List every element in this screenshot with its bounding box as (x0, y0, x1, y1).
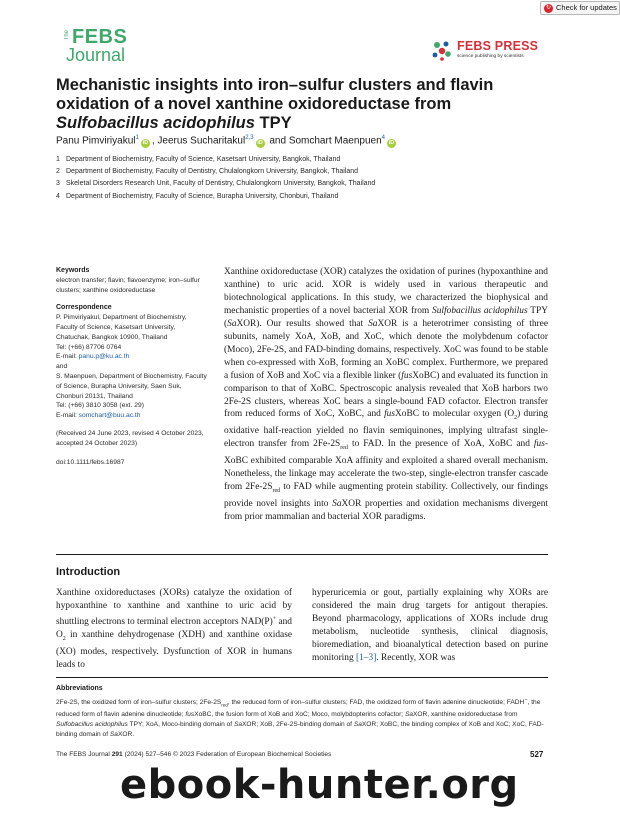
doi[interactable]: doi:10.1111/febs.16987 (56, 458, 125, 466)
author-affil-sup: 2,3 (245, 135, 254, 141)
febs-press-logo (430, 36, 542, 64)
introduction-column-1: Xanthine oxidoreductases (XORs) catalyze the oxidation of hypoxanthine to xanthine and xanthine to uric acid by shuttling electrons to terminal electron acceptors NAD(P)+ and $O_2$ in xanthine dehydrogenase (XDH) and xanthine oxidase (XO) modes, respectively. Dysfunction of XOR in humans leads to (56, 588, 292, 670)
email-link[interactable]: somchart@buu.ac.th (78, 412, 141, 420)
abbreviations-divider (56, 677, 548, 678)
affiliation-item: 1 Department of Biochemistry, Faculty of Science, Kasetsart University, Bangkok, Thailand (56, 156, 341, 163)
affiliation-item: 2 Department of Biochemistry, Faculty of Dentistry, Chulalongkorn University, Bangkok, Thailand (56, 168, 359, 176)
check-for-updates-button[interactable] (540, 1, 620, 15)
article-title (56, 76, 556, 133)
page-number: 527 (530, 750, 544, 759)
introduction-heading: Introduction (56, 566, 121, 578)
correspondence-heading: Correspondence (56, 304, 112, 312)
title-strain: TPY (254, 114, 292, 132)
correspondence-author-2: S. Maenpuen, Department of Biochemistry, Faculty of Science, Burapha University, Saen Suk, Chonburi 20131, Thailand (56, 372, 207, 400)
molecule-icon (430, 38, 454, 62)
febs-press-tagline: science publishing by scientists (457, 54, 524, 59)
orcid-icon[interactable]: iD (142, 140, 149, 147)
journal-logo-name: Journal (66, 45, 126, 65)
correspondence-and: and (56, 363, 68, 371)
author-affil-sup: 4 (381, 135, 385, 141)
check-for-updates-label: Check for updates (556, 3, 617, 12)
reference-link[interactable]: [1–3] (356, 652, 377, 663)
febs-press-name: FEBS PRESS (457, 39, 539, 53)
author-list (56, 135, 556, 148)
title-line-1: Mechanistic insights into iron–sulfur clusters and flavin (56, 76, 494, 94)
watermark-text: ebook-hunter.org (120, 762, 519, 808)
title-line-2: oxidation of a novel xanthine oxidoreductase from (56, 95, 452, 113)
keywords-text: electron transfer; flavin; flavoenzyme; iron–sulfur clusters; xanthine oxidoreductase (56, 276, 200, 294)
title-species: Sulfobacillus acidophilus (56, 114, 255, 132)
author-name: Jeerus Sucharitakul (157, 135, 246, 147)
author-separator: , (151, 135, 158, 147)
received-dates: (Received 24 June 2023, revised 4 October 2023, accepted 24 October 2023) (56, 429, 204, 447)
abbreviations-heading: Abbreviations (56, 685, 103, 692)
correspondence-email-1: E-mail: panu.p@ku.ac.th (56, 353, 130, 361)
abstract: Xanthine oxidoreductase (XOR) catalyzes the oxidation of purines (hypoxanthine and xanthine) to uric acid. XOR is widely used in various therapeutic and biotechnological applications. In this study, we characterized the biophysical and mechanistic properties of a novel bacterial XOR from Sulfobacillus acidophilus TPY (SaXOR). Our results showed that SaXOR is a heterotrimer consisting of three subunits, namely XoA, XoB, and XoC, which denote the molybdenum cofactor (Moco), 2Fe-2S, and FAD-binding domains, respectively. XoC was found to be stable when co-expressed with XoB, forming an XoBC complex. Furthermore, we prepared a fusion of XoB and XoC via a flexible linker (fusXoBC) and evaluated its function in comparison to that of XoBC. Spectroscopic analysis revealed that XoB harbors two 2Fe-2S clusters, whereas XoC bears a single-bound FAD cofactor. Electron transfer from reduced forms of XoC, XoBC, and fusXoBC to molecular oxygen $(O_2)$ during oxidative half-reaction yielded no flavin semiquinones, implying ultrafast single-electron transfer from $2Fe-2S_{red}$ to FAD. In the presence of XoA, XoBC and fus-XoBC exhibited comparable XoA affinity and exploited a shared overall mechanism. Nonetheless, the linkage may accelerate the two-step, single-electron transfer cascade from $2Fe-2S_{red}$ to FAD while augmenting protein stability. Collectively, our findings provide novel insights into SaXOR properties and oxidation mechanisms divergent from prior mammalian and bacterial XOR paradigms. (224, 267, 549, 522)
journal-logo-the: The (64, 30, 70, 41)
abbreviations-text: 2Fe-2S, the oxidized form of iron–sulfur clusters; $2Fe-2S_{red}$, the reduced form of iron–sulfur clusters; FAD, the oxidized form of flavin adenine dinucleotide; FADH−, the reduced form of flavin adenine dinucleotide; fusXoBC, the fusion form of XoB and XoC; Moco, molybdopterins cofactor; SaXOR, xanthine oxidoreductase from Sulfobacillus acidophilus TPY; XoA, Moco-binding domain of SaXOR; XoB, 2Fe-2S-binding domain of SaXOR; XoBC, the binding complex of XoB and XoC; XoC, FAD-binding domain of SaXOR. (56, 697, 544, 738)
article-sidebar (56, 266, 208, 467)
introduction-column-2: hyperuricemia or gout, partially explaining why XORs are considered the main drug targets for antigout therapies. Beyond pharmacology, applications of XORs include drug metabolism, nucleotide synthesis, clinical diagnosis, bioremediation, and bioanalytical detection based on purine monitoring [1–3]. Recently, XOR was (312, 588, 548, 663)
correspondence-email-2: E-mail: somchart@buu.ac.th (56, 412, 141, 420)
affiliation-list (56, 154, 576, 203)
page-footer: The FEBS Journal 291 (2024) 527–546 © 2023 Federation of European Biochemical Societies (56, 751, 332, 758)
journal-logo-febs: FEBS (72, 26, 128, 48)
author-affil-sup: 1 (135, 135, 139, 141)
section-divider (56, 554, 548, 555)
correspondence-tel-2: Tel: (+66) 3810 3058 (ext. 29) (56, 402, 144, 410)
author-name: Somchart Maenpuen (288, 135, 382, 147)
orcid-icon[interactable]: iD (257, 140, 263, 147)
orcid-icon[interactable]: iD (388, 140, 395, 147)
correspondence-tel-1: Tel: (+66) 87706 0764 (56, 343, 122, 351)
affiliation-item: 3 Skeletal Disorders Research Unit, Faculty of Dentistry, Chulalongkorn University, Bangkok, Thailand (56, 180, 376, 188)
keywords-heading: Keywords (56, 267, 90, 274)
author-separator: and (266, 135, 289, 147)
correspondence-author-1: P. Pimviriyakul, Department of Biochemistry, Faculty of Science, Kasetsart University, Chatuchak, Bangkok 10900, Thailand (56, 314, 187, 341)
affiliation-item: 4 Department of Biochemistry, Faculty of Science, Burapha University, Chonburi, Thailand (56, 192, 339, 200)
author-name: Panu Pimviriyakul (56, 135, 136, 147)
email-link[interactable]: panu.p@ku.ac.th (78, 353, 130, 361)
refresh-icon: ↻ (545, 4, 552, 11)
